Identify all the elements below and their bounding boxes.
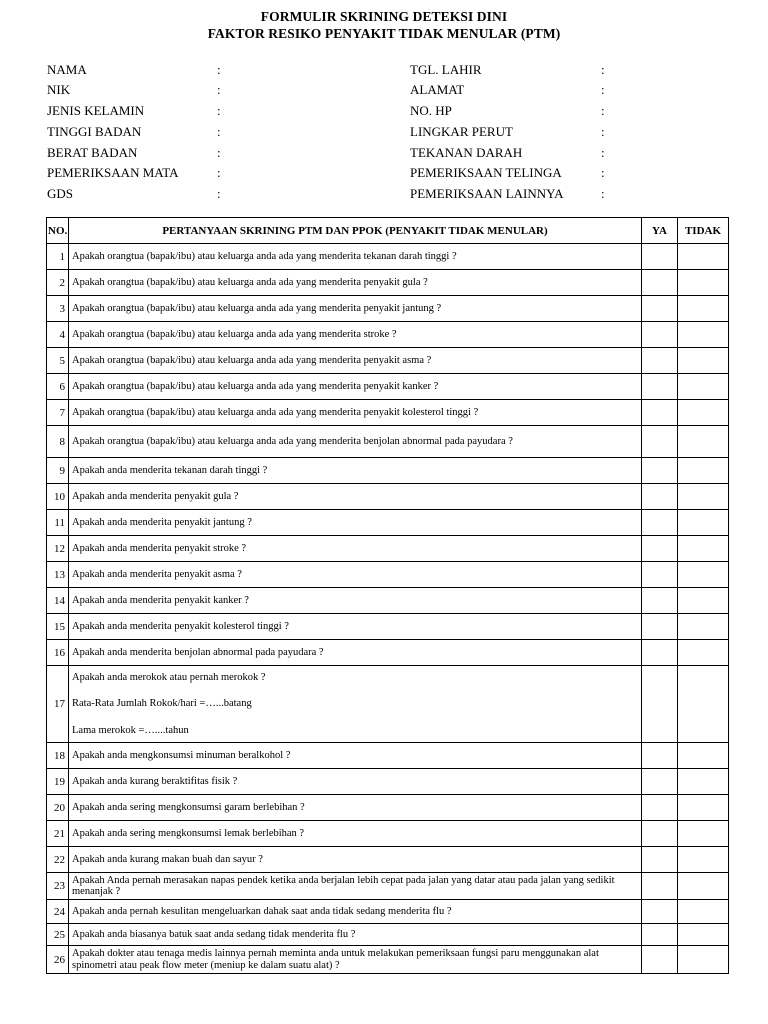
table-row bbox=[47, 924, 729, 946]
row-number: 16 bbox=[47, 640, 69, 666]
field-no-hp[interactable] bbox=[410, 103, 605, 119]
field-label: PEMERIKSAAN LAINNYA bbox=[410, 186, 564, 201]
answer-ya-cell[interactable] bbox=[642, 322, 678, 348]
answer-ya-cell[interactable] bbox=[642, 400, 678, 426]
answer-tidak-cell[interactable] bbox=[678, 348, 729, 374]
answer-tidak-cell[interactable] bbox=[678, 588, 729, 614]
row-number: 23 bbox=[47, 873, 69, 900]
row-number: 9 bbox=[47, 458, 69, 484]
answer-ya-cell[interactable] bbox=[642, 821, 678, 847]
field-colon: : bbox=[601, 82, 605, 97]
table-row bbox=[47, 873, 729, 900]
answer-ya-cell[interactable] bbox=[642, 847, 678, 873]
table-row bbox=[47, 769, 729, 795]
answer-ya-cell[interactable] bbox=[642, 795, 678, 821]
answer-ya-cell[interactable] bbox=[642, 296, 678, 322]
answer-ya-cell[interactable] bbox=[642, 484, 678, 510]
table-row bbox=[47, 795, 729, 821]
header-no: NO. bbox=[47, 218, 69, 244]
field-colon: : bbox=[217, 186, 221, 201]
row-question: Apakah anda sering mengkonsumsi garam berlebihan ? bbox=[69, 795, 642, 821]
row-question: Apakah anda biasanya batuk saat anda sedang tidak menderita flu ? bbox=[69, 924, 642, 946]
field-colon: : bbox=[217, 82, 221, 97]
answer-tidak-cell[interactable] bbox=[678, 847, 729, 873]
row-number: 18 bbox=[47, 743, 69, 769]
answer-ya-cell[interactable] bbox=[642, 900, 678, 924]
field-nik[interactable] bbox=[47, 82, 221, 98]
answer-tidak-cell[interactable] bbox=[678, 924, 729, 946]
question-smoking-duration: Lama merokok =…....tahun bbox=[72, 725, 189, 736]
table-row bbox=[47, 847, 729, 873]
table-row bbox=[47, 562, 729, 588]
answer-tidak-cell[interactable] bbox=[678, 795, 729, 821]
row-number: 2 bbox=[47, 270, 69, 296]
table-row bbox=[47, 614, 729, 640]
answer-tidak-cell[interactable] bbox=[678, 900, 729, 924]
row-question: Apakah anda kurang makan buah dan sayur ? bbox=[69, 847, 642, 873]
field-label: TGL. LAHIR bbox=[410, 62, 482, 77]
field-tinggi-badan[interactable] bbox=[47, 124, 221, 140]
row-question: Apakah anda menderita penyakit stroke ? bbox=[69, 536, 642, 562]
table-row bbox=[47, 244, 729, 270]
row-number: 4 bbox=[47, 322, 69, 348]
field-colon: : bbox=[217, 165, 221, 180]
answer-tidak-cell[interactable] bbox=[678, 873, 729, 900]
table-header-row bbox=[47, 218, 729, 244]
answer-ya-cell[interactable] bbox=[642, 458, 678, 484]
answer-tidak-cell[interactable] bbox=[678, 640, 729, 666]
row-question: Apakah anda sering mengkonsumsi lemak berlebihan ? bbox=[69, 821, 642, 847]
answer-ya-cell[interactable] bbox=[642, 946, 678, 974]
field-label: PEMERIKSAAN MATA bbox=[47, 165, 179, 180]
row-number: 13 bbox=[47, 562, 69, 588]
row-number: 10 bbox=[47, 484, 69, 510]
answer-ya-cell[interactable] bbox=[642, 588, 678, 614]
answer-ya-cell[interactable] bbox=[642, 510, 678, 536]
answer-ya-cell[interactable] bbox=[642, 640, 678, 666]
answer-tidak-cell[interactable] bbox=[678, 296, 729, 322]
row-question: Apakah orangtua (bapak/ibu) atau keluarga anda ada yang menderita penyakit gula ? bbox=[69, 270, 642, 296]
answer-tidak-cell[interactable] bbox=[678, 484, 729, 510]
row-question: Apakah orangtua (bapak/ibu) atau keluarga anda ada yang menderita penyakit jantung ? bbox=[69, 296, 642, 322]
header-ya: YA bbox=[642, 218, 678, 244]
answer-ya-cell[interactable] bbox=[642, 924, 678, 946]
answer-ya-cell[interactable] bbox=[642, 348, 678, 374]
row-number: 22 bbox=[47, 847, 69, 873]
field-colon: : bbox=[601, 165, 605, 180]
row-number: 17 bbox=[47, 666, 69, 743]
field-berat-badan[interactable] bbox=[47, 145, 221, 161]
row-number: 3 bbox=[47, 296, 69, 322]
row-number: 26 bbox=[47, 946, 69, 974]
answer-ya-cell[interactable] bbox=[642, 873, 678, 900]
row-number: 11 bbox=[47, 510, 69, 536]
table-row bbox=[47, 270, 729, 296]
field-label: BERAT BADAN bbox=[47, 145, 138, 160]
answer-tidak-cell[interactable] bbox=[678, 769, 729, 795]
answer-tidak-cell[interactable] bbox=[678, 946, 729, 974]
form-title: FORMULIR SKRINING DETEKSI DINI bbox=[260, 9, 508, 24]
table-row bbox=[47, 666, 729, 743]
table-row bbox=[47, 348, 729, 374]
row-number: 15 bbox=[47, 614, 69, 640]
field-colon: : bbox=[601, 186, 605, 201]
answer-tidak-cell[interactable] bbox=[678, 666, 729, 743]
screening-table bbox=[46, 217, 729, 974]
field-label: LINGKAR PERUT bbox=[410, 124, 513, 139]
answer-tidak-cell[interactable] bbox=[678, 374, 729, 400]
field-label: PEMERIKSAAN TELINGA bbox=[410, 165, 562, 180]
row-question: Apakah anda menderita tekanan darah tinggi ? bbox=[69, 458, 642, 484]
row-number: 20 bbox=[47, 795, 69, 821]
answer-tidak-cell[interactable] bbox=[678, 458, 729, 484]
answer-ya-cell[interactable] bbox=[642, 769, 678, 795]
table-row bbox=[47, 296, 729, 322]
row-question: Apakah anda menderita penyakit jantung ? bbox=[69, 510, 642, 536]
field-alamat[interactable] bbox=[410, 82, 605, 98]
field-colon: : bbox=[601, 124, 605, 139]
answer-tidak-cell[interactable] bbox=[678, 536, 729, 562]
answer-ya-cell[interactable] bbox=[642, 270, 678, 296]
table-row bbox=[47, 458, 729, 484]
row-question: Apakah orangtua (bapak/ibu) atau keluarga anda ada yang menderita tekanan darah tinggi ? bbox=[69, 244, 642, 270]
answer-ya-cell[interactable] bbox=[642, 374, 678, 400]
field-lingkar-perut[interactable] bbox=[410, 124, 605, 140]
answer-tidak-cell[interactable] bbox=[678, 821, 729, 847]
table-row bbox=[47, 900, 729, 924]
field-tgl-lahir[interactable] bbox=[410, 62, 605, 78]
field-tekanan-darah[interactable] bbox=[410, 145, 605, 161]
row-question: Apakah orangtua (bapak/ibu) atau keluarga anda ada yang menderita benjolan abnormal pada payudara ? bbox=[69, 426, 642, 458]
row-question: Apakah anda menderita penyakit gula ? bbox=[69, 484, 642, 510]
table-row bbox=[47, 743, 729, 769]
field-label: JENIS KELAMIN bbox=[47, 103, 145, 118]
answer-tidak-cell[interactable] bbox=[678, 322, 729, 348]
table-row bbox=[47, 322, 729, 348]
field-label: NIK bbox=[47, 82, 71, 97]
row-number: 1 bbox=[47, 244, 69, 270]
field-colon: : bbox=[217, 103, 221, 118]
field-nama[interactable] bbox=[47, 62, 221, 78]
table-row bbox=[47, 484, 729, 510]
row-number: 21 bbox=[47, 821, 69, 847]
answer-tidak-cell[interactable] bbox=[678, 614, 729, 640]
field-pemeriksaan-telinga[interactable] bbox=[410, 165, 605, 181]
answer-ya-cell[interactable] bbox=[642, 562, 678, 588]
field-colon: : bbox=[601, 103, 605, 118]
table-row bbox=[47, 821, 729, 847]
field-gds[interactable] bbox=[47, 186, 221, 202]
field-pemeriksaan-mata[interactable] bbox=[47, 165, 221, 181]
answer-ya-cell[interactable] bbox=[642, 244, 678, 270]
field-label: GDS bbox=[47, 186, 74, 201]
answer-tidak-cell[interactable] bbox=[678, 426, 729, 458]
field-jenis-kelamin[interactable] bbox=[47, 103, 221, 119]
answer-tidak-cell[interactable] bbox=[678, 743, 729, 769]
answer-ya-cell[interactable] bbox=[642, 743, 678, 769]
row-question: Apakah anda mengkonsumsi minuman beralkohol ? bbox=[69, 743, 642, 769]
table-row bbox=[47, 426, 729, 458]
row-question: Apakah anda menderita penyakit asma ? bbox=[69, 562, 642, 588]
row-question: Apakah orangtua (bapak/ibu) atau keluarga anda ada yang menderita penyakit kolesterol tinggi ? bbox=[69, 400, 642, 426]
answer-tidak-cell[interactable] bbox=[678, 270, 729, 296]
field-colon: : bbox=[217, 124, 221, 139]
row-question: Apakah orangtua (bapak/ibu) atau keluarga anda ada yang menderita penyakit asma ? bbox=[69, 348, 642, 374]
table-row bbox=[47, 946, 729, 974]
answer-tidak-cell[interactable] bbox=[678, 510, 729, 536]
field-label: TEKANAN DARAH bbox=[410, 145, 523, 160]
row-question: Apakah orangtua (bapak/ibu) atau keluarga anda ada yang menderita penyakit kanker ? bbox=[69, 374, 642, 400]
row-number: 25 bbox=[47, 924, 69, 946]
row-number: 8 bbox=[47, 426, 69, 458]
header-question: PERTANYAAN SKRINING PTM DAN PPOK (PENYAKIT TIDAK MENULAR) bbox=[69, 218, 642, 244]
field-label: ALAMAT bbox=[410, 82, 465, 97]
row-number: 7 bbox=[47, 400, 69, 426]
answer-ya-cell[interactable] bbox=[642, 426, 678, 458]
row-number: 5 bbox=[47, 348, 69, 374]
table-row bbox=[47, 588, 729, 614]
row-question: Apakah anda pernah kesulitan mengeluarkan dahak saat anda tidak sedang menderita flu ? bbox=[69, 900, 642, 924]
row-question: Apakah orangtua (bapak/ibu) atau keluarga anda ada yang menderita stroke ? bbox=[69, 322, 642, 348]
table-row bbox=[47, 374, 729, 400]
table-row bbox=[47, 400, 729, 426]
row-question: Apakah anda menderita penyakit kanker ? bbox=[69, 588, 642, 614]
answer-ya-cell[interactable] bbox=[642, 666, 678, 743]
question-cigarettes-per-day: Rata-Rata Jumlah Rokok/hari =…...batang bbox=[72, 698, 252, 709]
answer-tidak-cell[interactable] bbox=[678, 400, 729, 426]
field-pemeriksaan-lainnya[interactable] bbox=[410, 186, 605, 202]
field-colon: : bbox=[601, 62, 605, 77]
answer-ya-cell[interactable] bbox=[642, 536, 678, 562]
form-subtitle: FAKTOR RESIKO PENYAKIT TIDAK MENULAR (PTM) bbox=[207, 26, 561, 41]
table-row bbox=[47, 640, 729, 666]
row-number: 19 bbox=[47, 769, 69, 795]
question-smoking: Apakah anda merokok atau pernah merokok ? bbox=[72, 672, 266, 683]
row-number: 6 bbox=[47, 374, 69, 400]
field-label: NAMA bbox=[47, 62, 87, 77]
row-question: Apakah dokter atau tenaga medis lainnya pernah meminta anda untuk melakukan pemeriksaan fungsi paru menggunakan alat spinometri atau peak flow meter (meniup ke dalam suatu alat) ? bbox=[69, 946, 642, 974]
answer-tidak-cell[interactable] bbox=[678, 244, 729, 270]
row-number: 24 bbox=[47, 900, 69, 924]
field-label: TINGGI BADAN bbox=[47, 124, 142, 139]
field-colon: : bbox=[217, 62, 221, 77]
field-colon: : bbox=[601, 145, 605, 160]
answer-tidak-cell[interactable] bbox=[678, 562, 729, 588]
table-row bbox=[47, 536, 729, 562]
table-row bbox=[47, 510, 729, 536]
row-number: 14 bbox=[47, 588, 69, 614]
row-question: Apakah Anda pernah merasakan napas pendek ketika anda berjalan lebih cepat pada jalan yang datar atau pada jalan yang sedikit menanjak ? bbox=[69, 873, 642, 900]
header-tidak: TIDAK bbox=[678, 218, 729, 244]
row-question: Apakah anda kurang beraktifitas fisik ? bbox=[69, 769, 642, 795]
row-number: 12 bbox=[47, 536, 69, 562]
row-question-multiline bbox=[69, 666, 642, 743]
row-question: Apakah anda menderita penyakit kolesterol tinggi ? bbox=[69, 614, 642, 640]
answer-ya-cell[interactable] bbox=[642, 614, 678, 640]
field-colon: : bbox=[217, 145, 221, 160]
field-label: NO. HP bbox=[410, 103, 452, 118]
row-question: Apakah anda menderita benjolan abnormal pada payudara ? bbox=[69, 640, 642, 666]
